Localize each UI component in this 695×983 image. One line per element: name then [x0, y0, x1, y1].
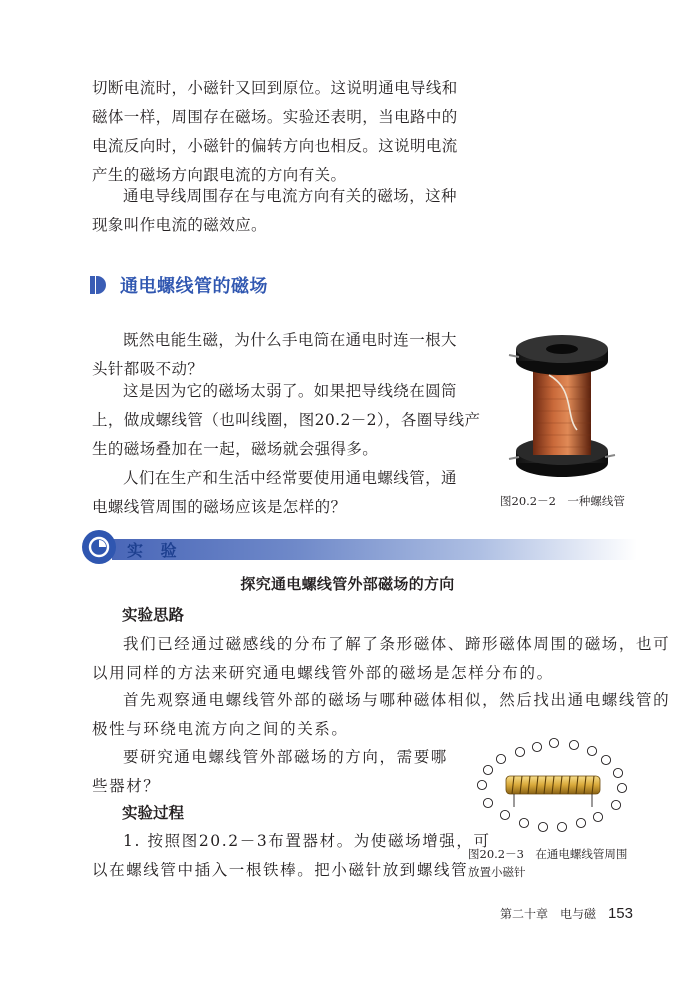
text-line: 放置小磁针 [468, 865, 526, 879]
text-line: 图20.2－3 在通电螺线管周围 [468, 847, 628, 861]
text-line: 首先观察通电螺线管外部的磁场与哪种磁体相似，然后找出通电螺线管的 [123, 691, 671, 709]
text-line: 以在螺线管中插入一根铁棒。把小磁针放到螺线管 [92, 861, 469, 879]
solenoid-compass-diagram [468, 735, 628, 835]
section-marker-icon [90, 274, 112, 296]
paragraph-magnetic-field-direction [92, 74, 458, 190]
section-title: 通电螺线管的磁场 [120, 276, 268, 297]
text-line: 我们已经通过磁感线的分布了解了条形磁体、蹄形磁体周围的磁场，也可 [123, 635, 671, 653]
text-line: 电螺线管周围的磁场应该是怎样的？ [92, 498, 347, 516]
text-line: 要研究通电螺线管外部磁场的方向，需要哪 [123, 748, 448, 766]
experiment-title: 探究通电螺线管外部磁场的方向 [240, 575, 455, 593]
page-footer [500, 905, 633, 922]
text-line: 1. 按照图20.2－3布置器材。为使磁场增强，可 [123, 832, 491, 850]
idea-heading: 实验思路 [122, 606, 185, 624]
chapter-label: 第二十章 电与磁 [499, 907, 596, 921]
text-line: 通电导线周围存在与电流方向有关的磁场，这种 [123, 187, 457, 205]
experiment-banner [82, 530, 637, 562]
text-line: 生的磁场叠加在一起，磁场就会强得多。 [92, 440, 379, 458]
text-line: 这是因为它的磁场太弱了。如果把导线绕在圆筒 [123, 382, 457, 400]
text-line: 以用同样的方法来研究通电螺线管外部的磁场是怎样分布的。 [92, 664, 554, 682]
text-line: 磁体一样，周围存在磁场。实验还表明，当电路中的 [92, 108, 458, 126]
paragraph-solenoid-question [92, 464, 457, 522]
figure-caption [468, 845, 627, 881]
text-line: 现象叫作电流的磁效应。 [92, 216, 267, 234]
text-line: 既然电能生磁，为什么手电筒在通电时连一根大 [123, 331, 457, 349]
paragraph-experiment-idea [92, 630, 670, 688]
paragraph-solenoid-explanation [92, 377, 480, 464]
paragraph-magnetic-effect-definition [92, 182, 457, 240]
page-number: 153 [607, 905, 633, 922]
process-heading: 实验过程 [122, 804, 185, 822]
text-line: 人们在生产和生活中经常要使用通电螺线管，通 [123, 469, 457, 487]
paragraph-question [92, 326, 457, 384]
text-line: 产生的磁场方向跟电流的方向有关。 [92, 166, 347, 184]
experiment-label: 实 验 [127, 541, 183, 560]
figure-caption: 图20.2－2 一种螺线管 [500, 494, 625, 508]
experiment-icon [82, 530, 116, 564]
text-line: 切断电流时，小磁针又回到原位。这说明通电导线和 [92, 79, 458, 97]
text-line: 电流反向时，小磁针的偏转方向也相反。这说明电流 [92, 137, 458, 155]
paragraph-equipment-question [92, 743, 448, 801]
text-line: 极性与环绕电流方向之间的关系。 [92, 720, 349, 738]
solenoid-coil-image [505, 335, 620, 490]
text-line: 些器材？ [92, 777, 161, 795]
section-heading [90, 270, 268, 300]
paragraph-process-step-1 [92, 827, 491, 885]
text-line: 头针都吸不动？ [92, 360, 204, 378]
text-line: 上，做成螺线管（也叫线圈，图20.2－2），各圈导线产 [92, 411, 481, 429]
